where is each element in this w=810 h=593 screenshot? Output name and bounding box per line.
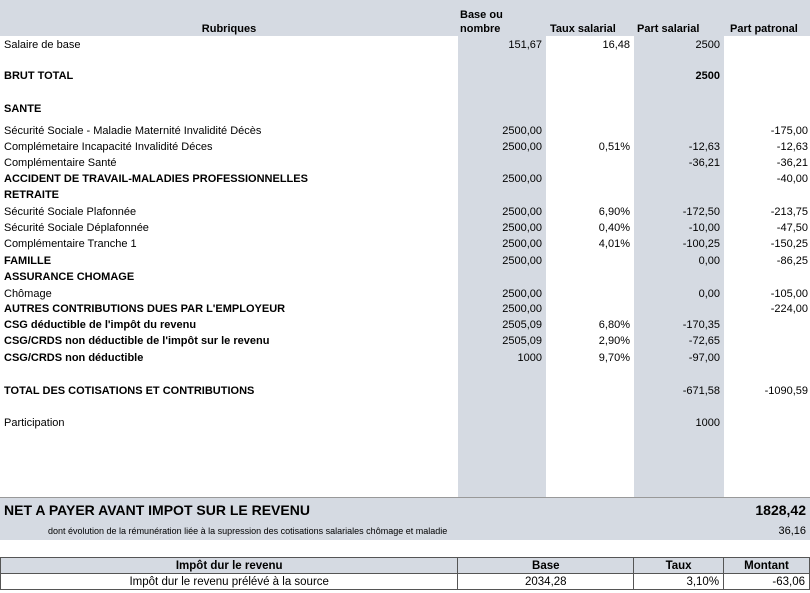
row-label: Sécurité Sociale Plafonnée (4, 206, 137, 218)
tax-header-row (1, 558, 810, 574)
row-base: 2500,00 (502, 125, 542, 137)
row-base: 2500,00 (502, 206, 542, 218)
row-part-patronal: -175,00 (770, 125, 808, 137)
row-taux: 16,48 (602, 39, 630, 51)
row-taux: 6,90% (598, 206, 630, 218)
row-base: 2500,00 (502, 303, 542, 315)
row-label: BRUT TOTAL (4, 70, 74, 82)
row-part-salarial: 2500 (695, 70, 720, 82)
header-rubriques: Rubriques (201, 23, 257, 35)
row-part-patronal: -150,25 (770, 238, 808, 250)
row-part-patronal: -105,00 (770, 288, 808, 300)
tax-label: Impôt dur le revenu prélévé à la source (1, 574, 458, 590)
tax-montant: -63,06 (724, 574, 810, 590)
row-part-salarial: -10,00 (688, 222, 720, 234)
row-label: Complémetaire Incapacité Invalidité Déces (4, 141, 213, 153)
row-part-patronal: -47,50 (776, 222, 808, 234)
row-label: CSG/CRDS non déductible (4, 352, 144, 364)
row-base: 2500,00 (502, 173, 542, 185)
row-label: FAMILLE (4, 255, 52, 267)
tax-header-taux: Taux (634, 558, 724, 574)
tax-header-base: Base (458, 558, 634, 574)
row-part-salarial: -97,00 (688, 352, 720, 364)
row-part-salarial: -671,58 (682, 385, 720, 397)
row-taux: 9,70% (598, 352, 630, 364)
row-base: 2505,09 (502, 335, 542, 347)
row-base: 2500,00 (502, 288, 542, 300)
tax-taux: 3,10% (634, 574, 724, 590)
row-label: SANTE (4, 103, 42, 115)
row-part-salarial: -12,63 (688, 141, 720, 153)
row-label: RETRAITE (4, 189, 59, 201)
row-taux: 2,90% (598, 335, 630, 347)
row-base: 2500,00 (502, 222, 542, 234)
row-base: 1000 (517, 352, 542, 364)
row-part-salarial: 2500 (695, 39, 720, 51)
row-part-patronal: -36,21 (776, 157, 808, 169)
header-part-salarial: Part salarial (637, 23, 700, 35)
tax-header-montant: Montant (724, 558, 810, 574)
header-taux-salarial: Taux salarial (550, 23, 616, 35)
row-label: AUTRES CONTRIBUTIONS DUES PAR L'EMPLOYEUR (4, 303, 286, 315)
row-label: Complémentaire Santé (4, 157, 117, 169)
row-label: CSG déductible de l'impôt du revenu (4, 319, 197, 331)
tax-table (0, 557, 810, 590)
net-label: NET A PAYER AVANT IMPOT SUR LE REVENU (4, 502, 310, 518)
row-part-salarial: -36,21 (688, 157, 720, 169)
row-base: 2500,00 (502, 238, 542, 250)
row-base: 2505,09 (502, 319, 542, 331)
row-label: Sécurité Sociale - Maladie Maternité Invalidité Décès (4, 125, 262, 137)
row-part-patronal: -224,00 (770, 303, 808, 315)
row-base: 151,67 (508, 39, 542, 51)
row-part-salarial: -100,25 (682, 238, 720, 250)
row-label: CSG/CRDS non déductible de l'impôt sur le revenu (4, 335, 270, 347)
row-label: Chômage (4, 288, 52, 300)
row-base: 2500,00 (502, 255, 542, 267)
row-part-salarial: 0,00 (698, 288, 720, 300)
row-part-salarial: -170,35 (682, 319, 720, 331)
row-label: Participation (4, 417, 65, 429)
row-part-salarial: -172,50 (682, 206, 720, 218)
tax-base: 2034,28 (458, 574, 634, 590)
header-part-patronal: Part patronal (730, 23, 798, 35)
row-label: ASSURANCE CHOMAGE (4, 271, 135, 283)
row-part-patronal: -1090,59 (764, 385, 808, 397)
net-value: 1828,42 (755, 502, 806, 518)
row-label: Sécurité Sociale Déplafonnée (4, 222, 149, 234)
row-label: TOTAL DES COTISATIONS ET CONTRIBUTIONS (4, 385, 255, 397)
row-label: Salaire de base (4, 39, 81, 51)
row-taux: 0,40% (598, 222, 630, 234)
row-taux: 6,80% (598, 319, 630, 331)
tax-row (1, 574, 810, 590)
row-part-salarial: -72,65 (688, 335, 720, 347)
row-taux: 4,01% (598, 238, 630, 250)
row-part-patronal: -86,25 (776, 255, 808, 267)
net-note-value: 36,16 (778, 525, 806, 537)
header-base-line1: Base ou (460, 9, 503, 21)
row-part-salarial: 1000 (695, 417, 720, 429)
row-taux: 0,51% (598, 141, 630, 153)
row-part-salarial: 0,00 (698, 255, 720, 267)
row-part-patronal: -213,75 (770, 206, 808, 218)
row-label: ACCIDENT DE TRAVAIL-MALADIES PROFESSIONNELLES (4, 173, 308, 185)
net-note: dont évolution de la rémunération liée à la supression des cotisations salariales chômage et maladie (48, 526, 448, 536)
row-part-patronal: -40,00 (776, 173, 808, 185)
row-part-patronal: -12,63 (776, 141, 808, 153)
row-label: Complémentaire Tranche 1 (4, 238, 137, 250)
row-base: 2500,00 (502, 141, 542, 153)
header-base-line2: nombre (460, 23, 501, 35)
tax-header-label: Impôt dur le revenu (1, 558, 458, 574)
